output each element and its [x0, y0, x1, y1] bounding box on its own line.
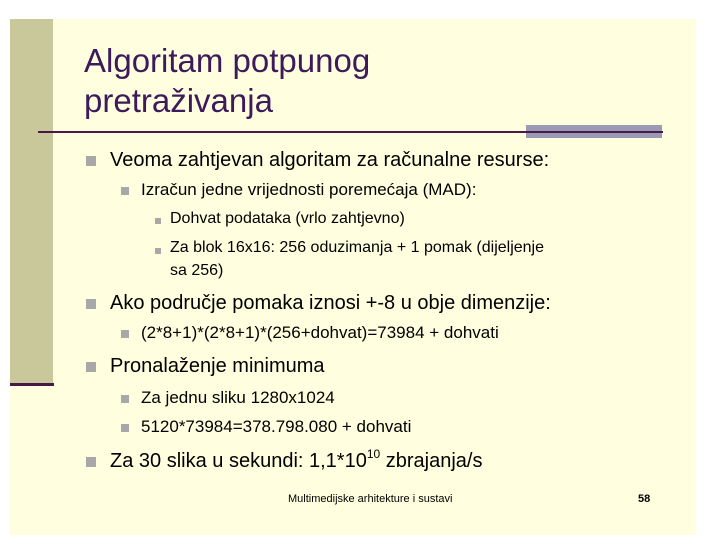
- bullet-item: Izračun jedne vrijednosti poremećaja (MAD):: [141, 180, 477, 199]
- bullet-item: (2*8+1)*(2*8+1)*(256+dohvat)=73984 + dohvati: [141, 323, 499, 342]
- bullet-text-after: zbrajanja/s: [380, 450, 483, 472]
- bullet-item: Pronalaženje minimuma: [110, 355, 325, 377]
- bullet-square-icon: [86, 299, 96, 309]
- bullet-item-continuation: sa 256): [170, 262, 224, 279]
- slide-footer: Multimedijske arhitekture i sustavi: [288, 493, 453, 505]
- bullet-square-icon: [155, 248, 161, 254]
- bullet-square-icon: [86, 156, 96, 166]
- bullet-item: Ako područje pomaka iznosi +-8 u obje dimenzije:: [110, 292, 551, 314]
- bullet-square-icon: [121, 187, 129, 195]
- bullet-item: Za jednu sliku 1280x1024: [141, 388, 335, 407]
- bullet-list: [10, 19, 696, 535]
- bullet-text: Za 30 slika u sekundi: 1,1*10: [110, 450, 367, 472]
- bullet-square-icon: [121, 424, 129, 432]
- page-number: 58: [638, 493, 651, 505]
- bullet-item: Dohvat podataka (vrlo zahtjevno): [170, 210, 405, 227]
- bullet-square-icon: [121, 395, 129, 403]
- slide-title-line-1: Algoritam potpunog: [84, 42, 371, 79]
- bullet-square-icon: [155, 218, 161, 224]
- bullet-square-icon: [86, 362, 96, 372]
- bullet-square-icon: [121, 330, 129, 338]
- slide: [10, 19, 696, 535]
- bullet-square-icon: [86, 457, 96, 467]
- bullet-item: Veoma zahtjevan algoritam za računalne resurse:: [110, 149, 550, 171]
- bullet-item: [110, 449, 482, 473]
- exponent: 10: [366, 447, 381, 462]
- bullet-item: 5120*73984=378.798.080 + dohvati: [141, 417, 412, 436]
- bullet-item: Za blok 16x16: 256 oduzimanja + 1 pomak (dijeljenje: [170, 239, 545, 256]
- slide-title-line-2: pretraživanja: [84, 82, 273, 119]
